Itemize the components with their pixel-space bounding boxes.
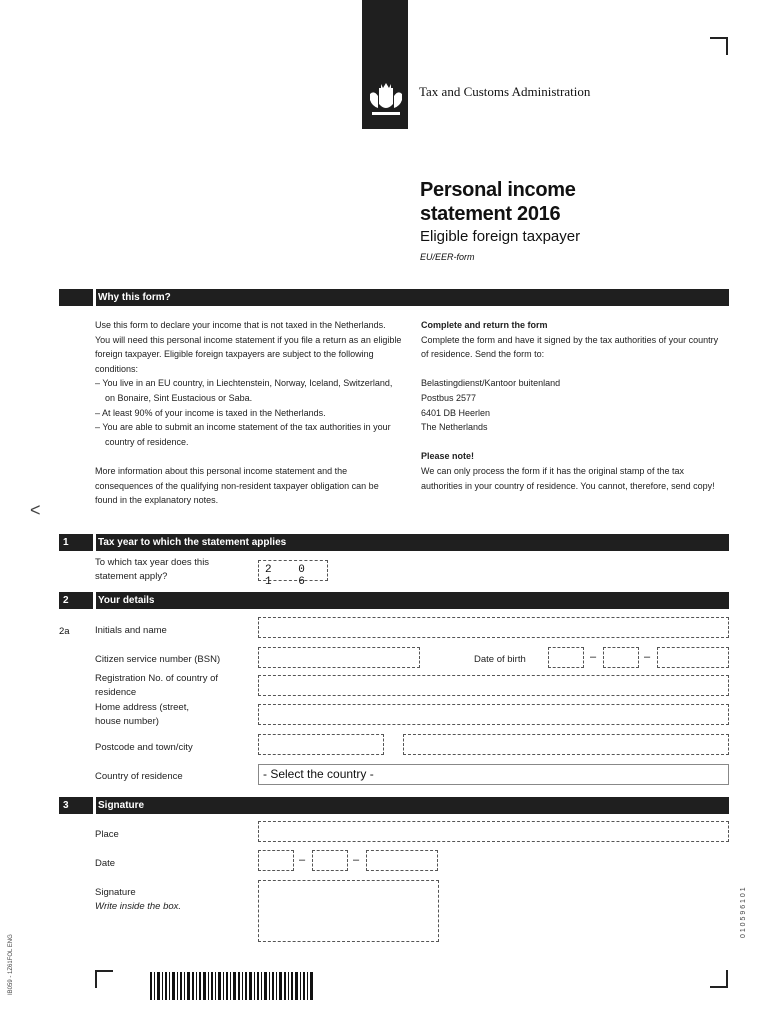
condition-item: – You are able to submit an income statement of the tax authorities in your country of residence.	[95, 422, 391, 447]
tax-year-field[interactable]: 2 0 1 6	[258, 560, 328, 581]
address-line: Belastingdienst/Kantoor buitenland	[421, 378, 561, 389]
form-subtitle: Eligible foreign taxpayer	[420, 228, 581, 245]
return-heading: Complete and return the form	[421, 320, 548, 330]
note-heading: Please note!	[421, 451, 475, 462]
address-line: Postbus 2577	[421, 392, 477, 403]
sign-date-day-field[interactable]	[258, 850, 294, 871]
form-title: Personal income statement 2016	[420, 179, 576, 225]
initials-label: Initials and name	[95, 625, 167, 636]
why-intro: Use this form to declare your income that is not taxed in the Netherlands. You will need this personal income statement if you file a return as an eligible foreign taxpayer. Eligible foreign taxpayers are subject to the following conditions:	[95, 320, 402, 374]
postcode-label: Postcode and town/city	[95, 742, 193, 753]
date-separator: –	[590, 651, 597, 663]
home-address-field[interactable]	[258, 704, 729, 725]
why-right-column	[421, 318, 721, 493]
more-info-text: More information about this personal income statement and the consequences of the qualifying non-resident taxpayer obligation can be found in the explanatory notes.	[95, 465, 379, 506]
home-address-label: Home address (street, house number)	[95, 702, 189, 727]
bsn-label: Citizen service number (BSN)	[95, 654, 221, 665]
initials-name-field[interactable]	[258, 617, 729, 638]
section-bar-1: 1 Tax year to which the statement applies	[59, 534, 729, 551]
form-code: IB059 - 1Z61FOL ENG	[8, 934, 14, 995]
section-bar-3: 3 Signature	[59, 797, 729, 814]
place-field[interactable]	[258, 821, 729, 842]
place-label: Place	[95, 829, 119, 840]
condition-item: – At least 90% of your income is taxed in the Netherlands.	[95, 407, 326, 418]
crest-logo-icon	[366, 80, 406, 120]
dob-day-field[interactable]	[548, 647, 584, 668]
date-separator: –	[644, 651, 651, 663]
dob-label: Date of birth	[474, 654, 526, 665]
date-label: Date	[95, 858, 116, 869]
conditions-list	[95, 376, 403, 449]
condition-item: – You live in an EU country, in Liechtenstein, Norway, Iceland, Switzerland, on Bonaire, Sint Eustacious or Saba.	[95, 378, 393, 403]
town-field[interactable]	[403, 734, 729, 755]
chevron-left-icon: <	[30, 500, 41, 520]
address-line: 6401 DB Heerlen	[421, 407, 491, 418]
registration-field[interactable]	[258, 675, 729, 696]
dob-month-field[interactable]	[603, 647, 639, 668]
address-line: The Netherlands	[421, 422, 488, 433]
signature-box[interactable]	[258, 880, 439, 942]
note-text: We can only process the form if it has the original stamp of the tax authorities in your country of residence. You cannot, therefore, send copy!	[421, 465, 715, 491]
section-bar-2: 2 Your details	[59, 592, 729, 609]
signature-label: Signature	[95, 887, 136, 898]
crop-mark-bottom-right	[710, 970, 728, 988]
why-left-column	[95, 318, 403, 508]
date-separator: –	[299, 854, 306, 866]
dob-year-field[interactable]	[657, 647, 729, 668]
signature-hint: Write inside the box.	[95, 901, 182, 912]
organization-name: Tax and Customs Administration	[419, 84, 591, 99]
sign-date-month-field[interactable]	[312, 850, 348, 871]
form-type: EU/EER-form	[420, 252, 475, 262]
crop-mark-top-right	[710, 37, 728, 55]
barcode-icon	[150, 972, 315, 1000]
return-text: Complete the form and have it signed by the tax authorities of your country of residence. Send the form to:	[421, 334, 719, 360]
bsn-field[interactable]	[258, 647, 420, 668]
tax-year-question: To which tax year does this statement apply?	[95, 557, 210, 582]
date-separator: –	[353, 854, 360, 866]
registration-label: Registration No. of country of residence	[95, 673, 219, 698]
country-label: Country of residence	[95, 771, 183, 782]
crop-mark-bottom-left	[95, 970, 113, 988]
country-select[interactable]: - Select the country -	[258, 764, 729, 785]
subsection-number: 2a	[59, 626, 70, 637]
postcode-field[interactable]	[258, 734, 384, 755]
sign-date-year-field[interactable]	[366, 850, 438, 871]
section-bar-why: Why this form?	[59, 289, 729, 306]
document-number: 0 1 0 5 9 6 1 0 1	[740, 887, 747, 938]
